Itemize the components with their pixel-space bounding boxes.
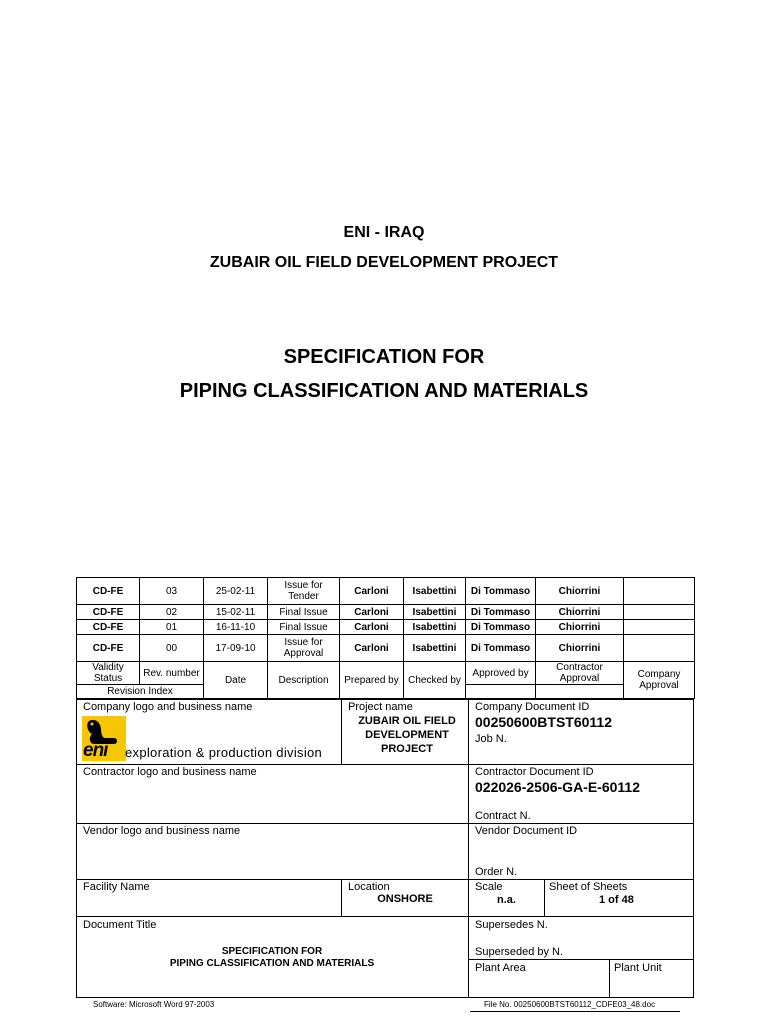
revision-row [77, 578, 695, 605]
header-line1: ENI - IRAQ [343, 224, 425, 241]
prepared-by-header: Prepared by [340, 662, 404, 699]
checked-by-header: Checked by [404, 662, 466, 699]
revision-approved-cell: Di Tommaso [466, 620, 536, 635]
revision-date-cell: 25-02-11 [204, 578, 268, 605]
revision-approved-cell: Di Tommaso [466, 635, 536, 662]
document-title-line2: PIPING CLASSIFICATION AND MATERIALS [169, 958, 375, 969]
revision-checked-cell: Isabettini [404, 605, 466, 620]
revision-rev-cell: 02 [140, 605, 204, 620]
revision-prepared-cell: Carloni [340, 605, 404, 620]
revision-rev-cell: 03 [140, 578, 204, 605]
revision-company-cell [624, 578, 695, 605]
contract-label: Contract N. [475, 810, 531, 822]
revision-date-cell: 15-02-11 [204, 605, 268, 620]
revision-company-cell [624, 605, 695, 620]
revision-company-cell [624, 620, 695, 635]
rev-number-header: Rev. number [140, 662, 204, 685]
revision-rev-cell: 00 [140, 635, 204, 662]
revision-desc-cell: Issue for Tender [268, 578, 340, 605]
revision-prepared-cell: Carloni [340, 635, 404, 662]
company-doc-label: Company Document ID [475, 701, 590, 713]
revision-contractor-cell: Chiorrini [536, 605, 624, 620]
revision-rev-cell: 01 [140, 620, 204, 635]
eni-logo-text: eni [83, 740, 108, 761]
vendor-doc-label: Vendor Document ID [475, 825, 578, 837]
doc-title-line2: PIPING CLASSIFICATION AND MATERIALS [179, 380, 589, 402]
sheet-value: 1 of 48 [599, 894, 634, 906]
revision-prepared-cell: Carloni [340, 578, 404, 605]
sheet-label: Sheet of Sheets [549, 881, 628, 893]
location-value: ONSHORE [377, 893, 433, 905]
validity-status-header: Validity Status [77, 662, 140, 685]
revision-checked-cell: Isabettini [404, 635, 466, 662]
revision-contractor-cell: Chiorrini [536, 635, 624, 662]
description-header: Description [268, 662, 340, 699]
scale-label: Scale [475, 881, 503, 893]
revision-desc-cell: Final Issue [268, 605, 340, 620]
project-name-label: Project name [348, 701, 413, 713]
revision-desc-cell: Issue for Approval [268, 635, 340, 662]
document-title-line1: SPECIFICATION FOR [221, 946, 323, 957]
scale-value: n.a. [497, 894, 516, 906]
revision-approved-cell: Di Tommaso [466, 578, 536, 605]
eni-logo [82, 716, 126, 761]
approved-by-header: Approved by [466, 662, 536, 685]
revision-checked-cell: Isabettini [404, 620, 466, 635]
location-label: Location [348, 881, 390, 893]
revision-date-cell: 17-09-10 [204, 635, 268, 662]
revision-approved-cell: Di Tommaso [466, 605, 536, 620]
supersedes-label: Supersedes N. [475, 919, 548, 931]
revision-row [77, 620, 695, 635]
header-line2: ZUBAIR OIL FIELD DEVELOPMENT PROJECT [209, 254, 559, 271]
company-approval-header: Company Approval [624, 662, 695, 699]
revision-prepared-cell: Carloni [340, 620, 404, 635]
contractor-doc-label: Contractor Document ID [475, 766, 594, 778]
revision-contractor-cell: Chiorrini [536, 578, 624, 605]
revision-table [76, 577, 695, 699]
superseded-by-label: Superseded by N. [475, 946, 564, 958]
revision-date-cell: 16-11-10 [204, 620, 268, 635]
revision-contractor-cell: Chiorrini [536, 620, 624, 635]
revision-status-cell: CD-FE [77, 578, 140, 605]
plant-unit-label: Plant Unit [614, 962, 662, 974]
plant-area-label: Plant Area [475, 962, 526, 974]
revision-row [77, 635, 695, 662]
contractor-logo-label: Contractor logo and business name [83, 766, 257, 778]
project-name: ZUBAIR OIL FIELD DEVELOPMENT PROJECT [358, 715, 456, 755]
facility-label: Facility Name [83, 881, 150, 893]
division-text: exploration & production division [125, 745, 323, 760]
revision-index-header: Revision Index [77, 685, 204, 699]
revision-status-cell: CD-FE [77, 635, 140, 662]
document-title-label: Document Title [83, 919, 157, 931]
revision-status-cell: CD-FE [77, 605, 140, 620]
footer-software: Software: Microsoft Word 97-2003 [93, 1000, 215, 1009]
company-logo-label: Company logo and business name [83, 701, 253, 713]
company-doc-id: 00250600BTST60112 [475, 714, 612, 730]
vendor-logo-label: Vendor logo and business name [83, 825, 241, 837]
revision-checked-cell: Isabettini [404, 578, 466, 605]
date-header: Date [204, 662, 268, 699]
job-label: Job N. [475, 733, 507, 745]
contractor-doc-id: 022026-2506-GA-E-60112 [475, 779, 641, 795]
revision-row [77, 605, 695, 620]
revision-desc-cell: Final Issue [268, 620, 340, 635]
revision-company-cell [624, 635, 695, 662]
order-label: Order N. [475, 866, 518, 878]
footer-file: File No. 00250600BTST60112_CDFE03_48.doc [484, 1000, 656, 1009]
revision-status-cell: CD-FE [77, 620, 140, 635]
doc-title-line1: SPECIFICATION FOR [283, 346, 485, 368]
contractor-approval-header: Contractor Approval [536, 662, 624, 685]
